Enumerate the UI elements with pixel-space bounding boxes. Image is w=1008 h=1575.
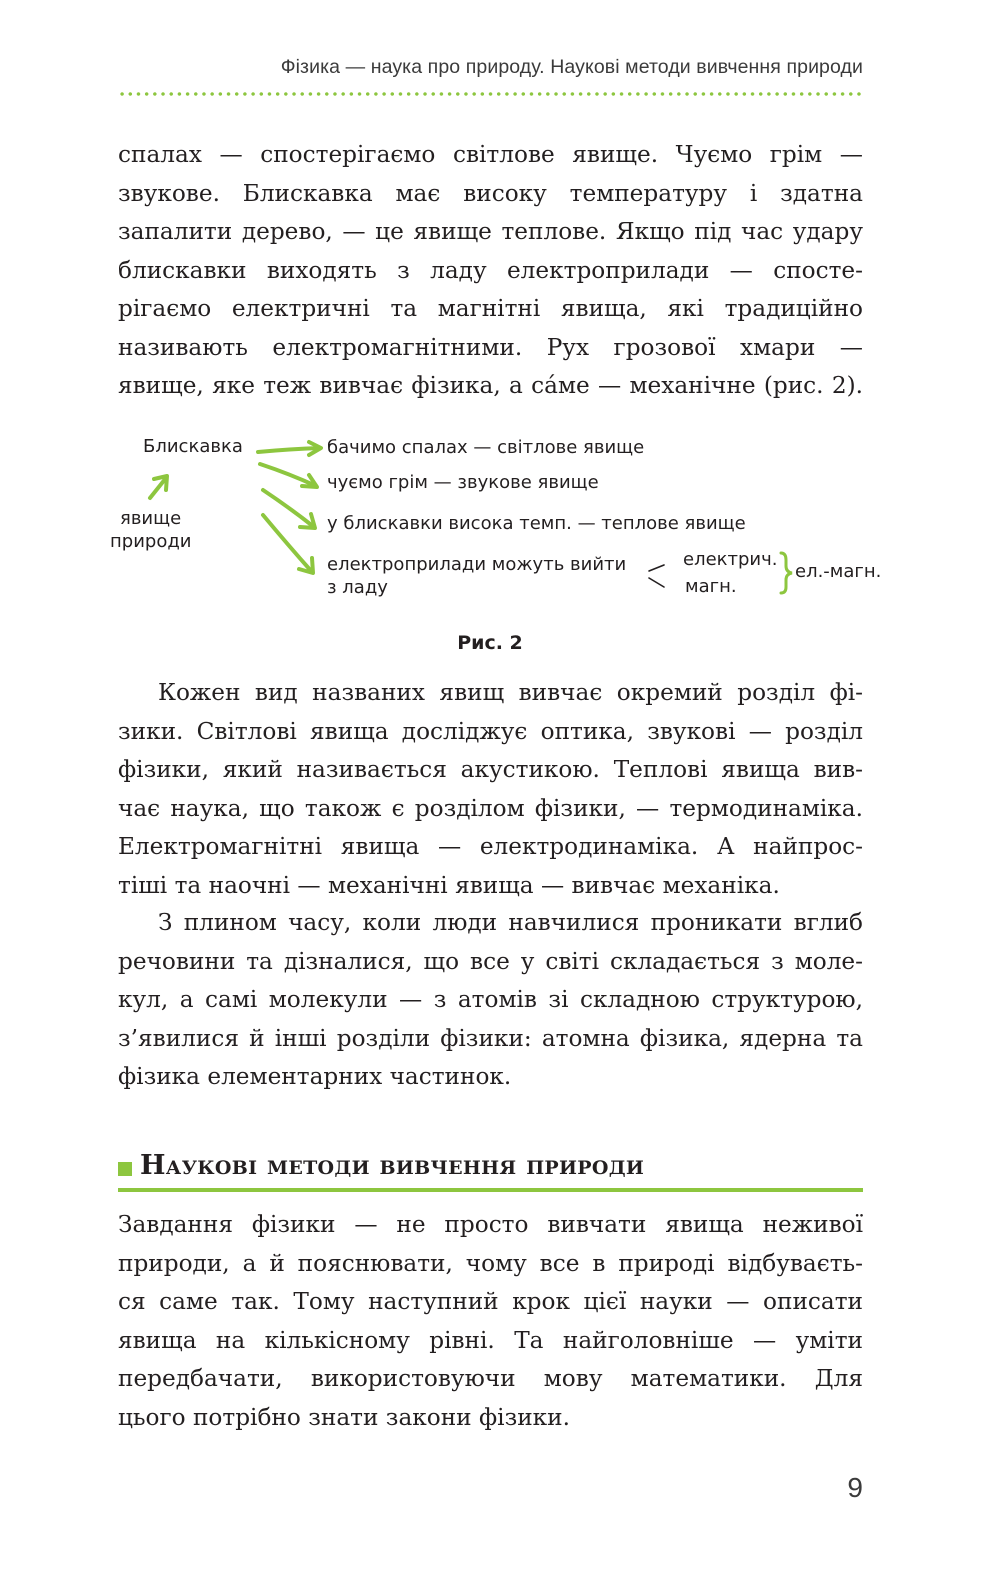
arrow-to-branch-4-head — [299, 558, 313, 573]
arrow-to-branch-1 — [258, 448, 320, 452]
text-line: запалити дерево, — це явище теплове. Якщо під час удару — [118, 218, 863, 245]
running-header: Фізика — наука про природу. Наукові методи вивчення природи — [280, 56, 863, 78]
text-line: ся саме так. Тому наступний крок цієї науки — описати — [118, 1288, 863, 1315]
text-line: З плином часу, коли люди навчилися проникати вглиб — [158, 909, 863, 936]
figure-caption: Рис. 2 — [457, 632, 523, 654]
text-line: звукове. Блискавка має високу температуру і здатна — [118, 179, 863, 207]
text-line: Кожен вид названих явищ вивчає окремий розділ фі- — [158, 679, 863, 706]
text-line: Завдання фізики — не просто вивчати явища неживої — [118, 1211, 863, 1238]
text-line: фізика елементарних частинок. — [118, 1063, 512, 1090]
arrow-origin-to-root-head — [154, 476, 167, 490]
split-line-upper — [649, 565, 664, 571]
section-title: Наукові методи вивчення природи — [140, 1150, 645, 1181]
text-line: фізики, який називається акустикою. Теплові явища вив- — [118, 756, 863, 783]
group-brace — [781, 553, 792, 593]
header-dotted-divider — [118, 92, 863, 96]
text-line: цього потрібно знати закони фізики. — [118, 1403, 570, 1431]
arrow-to-branch-4 — [263, 515, 312, 572]
text-line: чає наука, що також є розділом фізики, — термодинаміка. — [118, 794, 863, 822]
text-line: рігаємо електричні та магнітні явища, які традиційно — [118, 295, 863, 322]
section-bullet-icon — [118, 1162, 132, 1176]
section-heading — [118, 1150, 863, 1190]
page-number: 9 — [847, 1472, 863, 1503]
text-line: блискавки виходять з ладу електроприлади — спосте- — [118, 256, 863, 284]
text-line: називають електромагнітними. Рух грозової хмари — — [118, 333, 863, 361]
diagram-branch-heat: у блискавки висока темп. — теплове явище — [327, 513, 746, 534]
arrow-to-branch-3-head — [300, 514, 315, 528]
arrow-origin-to-root — [150, 478, 166, 498]
section-underline — [118, 1188, 863, 1192]
text-line: речовини та дізналися, що все у світі складається з моле- — [118, 947, 863, 975]
text-line: зики. Світлові явища досліджує оптика, звукові — розділ — [118, 717, 863, 745]
arrow-to-branch-3 — [263, 490, 314, 527]
diagram-sub-electric: електрич. — [683, 549, 778, 570]
diagram-branch-sound: чуємо грім — звукове явище — [327, 472, 599, 493]
text-line: природи, а й пояснювати, чому все в природі відбуваєть- — [118, 1249, 863, 1277]
paragraph-2 — [118, 674, 863, 905]
arrow-to-branch-1-head — [309, 442, 321, 455]
split-line-lower — [649, 578, 664, 587]
paragraph-4 — [118, 1206, 863, 1437]
text-line: Електромагнітні явища — електродинаміка. А найпрос- — [118, 833, 863, 860]
text-line: кул, а самі молекули — з атомів зі складною структурою, — [118, 986, 863, 1013]
diagram-branch-electric: з ладу — [327, 577, 388, 598]
arrow-to-branch-2 — [260, 464, 316, 486]
arrow-to-branch-2-head — [302, 475, 317, 487]
diagram-group-label: ел.-магн. — [795, 561, 882, 582]
text-line: явище, яке теж вивчає фізика, а са́ме — механічне (рис. 2). — [118, 372, 863, 399]
text-line: тіші та наочні — механічні явища — вивчає механіка. — [118, 871, 780, 899]
diagram-branch-light: бачимо спалах — світлове явище — [327, 437, 645, 458]
text-line: з’явилися й інші розділи фізики: атомна фізика, ядерна та — [118, 1024, 863, 1052]
paragraph-3 — [118, 904, 863, 1097]
text-line: передбачати, використовуючи мову математики. Для — [118, 1365, 863, 1392]
diagram-origin-label: природи — [110, 531, 192, 552]
paragraph-1 — [118, 136, 863, 406]
text-line: спалах — спостерігаємо світлове явище. Чуємо грім — — [118, 141, 863, 168]
diagram-origin-label: явище — [120, 508, 182, 529]
diagram-branch-electric: електроприлади можуть вийти — [327, 554, 627, 575]
diagram-root-label: Блискавка — [143, 436, 243, 457]
text-line: явища на кількісному рівні. Та найголовніше — уміти — [118, 1326, 863, 1354]
diagram-sub-magnetic: магн. — [685, 576, 737, 597]
